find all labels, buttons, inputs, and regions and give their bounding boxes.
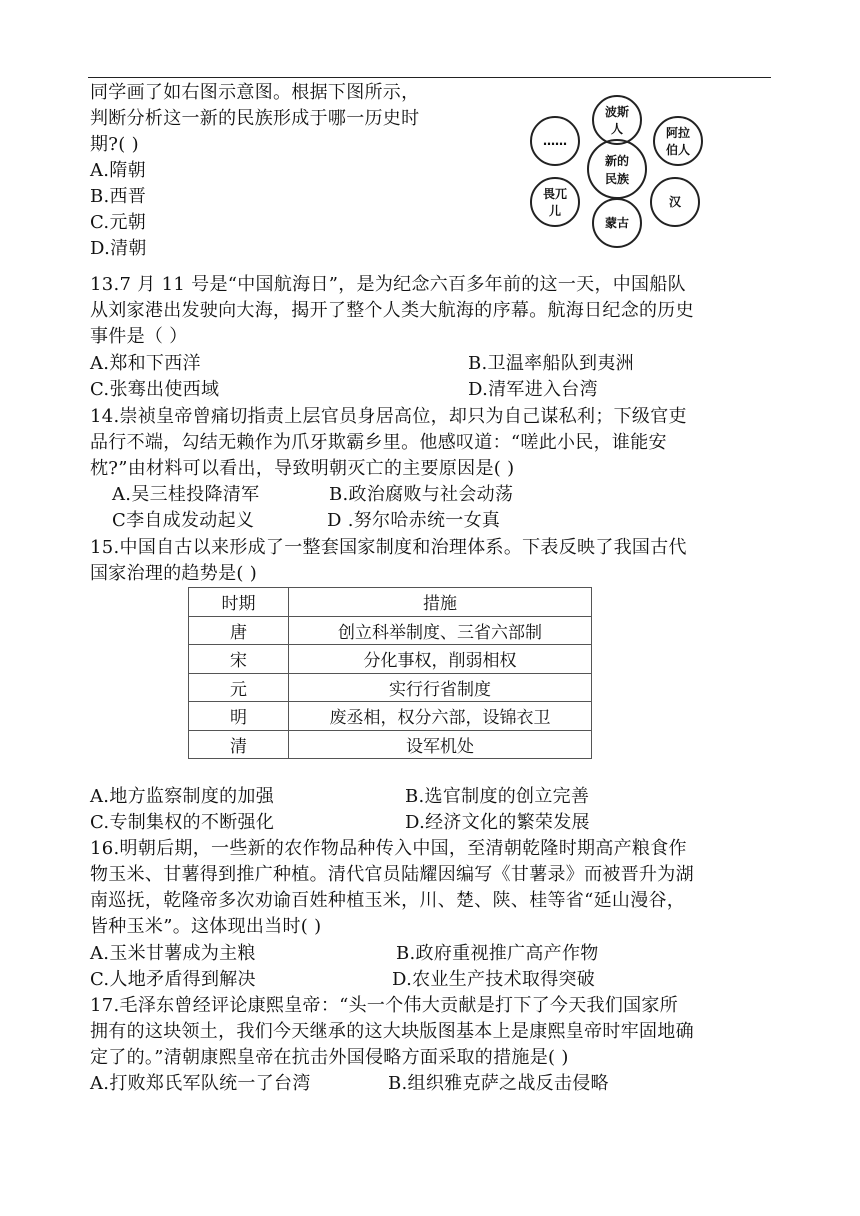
- q13-option-a: A.郑和下西洋: [90, 353, 201, 374]
- table-row: [189, 702, 592, 731]
- q17-option-b: B.组织雅克萨之战反击侵略: [388, 1073, 609, 1094]
- q17-option-a: A.打败郑氏军队统一了台湾: [90, 1073, 311, 1094]
- diagram-node-1-label-1: 波斯: [604, 105, 630, 119]
- table-cell-measure: 设军机处: [289, 730, 592, 759]
- q16-line1: 16.明朝后期，一些新的农作物品种传入中国，至清朝乾隆时期高产粮食作: [90, 838, 687, 859]
- q13-line1: 13.7 月 11 号是“中国航海日”，是为纪念六百多年前的这一天，中国船队: [90, 274, 686, 295]
- q12-option-d: D.清朝: [90, 238, 147, 259]
- q14-option-d: D .努尔哈赤统一女真: [327, 510, 501, 531]
- q16-option-b: B.政府重视推广高产作物: [396, 943, 599, 964]
- q15-option-b: B.选官制度的创立完善: [405, 786, 590, 807]
- diagram-center-circle: [588, 140, 646, 198]
- table-header-period: 时期: [189, 588, 289, 617]
- governance-table: [188, 587, 592, 759]
- table-cell-period: 宋: [189, 645, 289, 674]
- table-cell-measure: 创立科举制度、三省六部制: [289, 616, 592, 645]
- q14-option-c: C李自成发动起义: [112, 510, 255, 531]
- q15-line1: 15.中国自古以来形成了一整套国家制度和治理体系。下表反映了我国古代: [90, 537, 687, 558]
- q12-option-c: C.元朝: [90, 212, 147, 233]
- q15-line2: 国家治理的趋势是( ): [90, 563, 258, 584]
- diagram-center-label-2: 民族: [604, 172, 630, 186]
- table-cell-period: 明: [189, 702, 289, 731]
- q12-line2: 判断分析这一新的民族形成于哪一历史时: [90, 108, 420, 129]
- q14-option-a: A.吴三桂投降清军: [112, 484, 260, 505]
- table-cell-period: 清: [189, 730, 289, 759]
- table-row: [189, 730, 592, 759]
- q14-line3: 枕?”由材料可以看出，导致明朝灭亡的主要原因是( ): [90, 458, 515, 479]
- q16-option-a: A.玉米甘薯成为主粮: [90, 943, 256, 964]
- q17-line1: 17.毛泽东曾经评论康熙皇帝：“头一个伟大贡献是打下了今天我们国家所: [90, 995, 679, 1016]
- diagram-node-1-label-2: 人: [610, 122, 624, 136]
- diagram-node-circle-1: [593, 96, 641, 144]
- q12-line3: 期?( ): [90, 134, 139, 155]
- q12-option-b: B.西晋: [90, 186, 147, 207]
- ethnic-fusion-diagram: [518, 92, 718, 252]
- q15-option-a: A.地方监察制度的加强: [90, 786, 275, 807]
- diagram-node-3-label-1: 汉: [668, 195, 682, 209]
- q16-line3: 南巡抚，乾隆帝多次劝谕百姓种植玉米，川、楚、陕、桂等省“延山漫谷，: [90, 890, 686, 911]
- q12-option-a: A.隋朝: [90, 160, 146, 181]
- q16-line2: 物玉米、甘薯得到推广种植。清代官员陆耀因编写《甘薯录》而被晋升为湖: [90, 864, 694, 885]
- diagram-node-6-label-1: ……: [543, 134, 567, 148]
- q12-line1: 同学画了如右图示意图。根据下图所示，: [90, 82, 420, 103]
- table-row: [189, 673, 592, 702]
- q13-option-b: B.卫温率船队到夷洲: [468, 353, 634, 374]
- q15-option-d: D.经济文化的繁荣发展: [405, 812, 590, 833]
- diagram-node-circle-5: [531, 178, 579, 226]
- table-cell-measure: 分化事权，削弱相权: [289, 645, 592, 674]
- diagram-node-5-label-1: 畏兀: [542, 187, 568, 201]
- q15-option-c: C.专制集权的不断强化: [90, 812, 275, 833]
- q13-option-d: D.清军进入台湾: [468, 379, 598, 400]
- diagram-node-5-label-2: 儿: [548, 204, 562, 218]
- diagram-node-4-label-1: 蒙古: [604, 216, 630, 230]
- diagram-node-circle-2: [654, 117, 702, 165]
- q13-line3: 事件是（ ）: [90, 326, 188, 347]
- table-row: [189, 645, 592, 674]
- table-header-measure: 措施: [289, 588, 592, 617]
- q14-option-b: B.政治腐败与社会动荡: [329, 484, 514, 505]
- table-cell-measure: 废丞相，权分六部，设锦衣卫: [289, 702, 592, 731]
- diagram-node-2-label-2: 伯人: [665, 143, 691, 157]
- table-cell-measure: 实行行省制度: [289, 673, 592, 702]
- table-cell-period: 唐: [189, 616, 289, 645]
- header-rule: [88, 77, 771, 78]
- q14-line2: 品行不端，勾结无赖作为爪牙欺霸乡里。他感叹道：“嗟此小民，谁能安: [90, 432, 667, 453]
- q17-line2: 拥有的这块领土，我们今天继承的这大块版图基本上是康熙皇帝时牢固地确: [90, 1021, 694, 1042]
- table-row: [189, 616, 592, 645]
- q14-line1: 14.崇祯皇帝曾痛切指责上层官员身居高位，却只为自己谋私利；下级官吏: [90, 406, 687, 427]
- q17-line3: 定了的。”清朝康熙皇帝在抗击外国侵略方面采取的措施是( ): [90, 1047, 569, 1068]
- diagram-node-2-label-1: 阿拉: [665, 126, 691, 140]
- q16-line4: 皆种玉米”。这体现出当时( ): [90, 916, 322, 937]
- table-cell-period: 元: [189, 673, 289, 702]
- q16-option-c: C.人地矛盾得到解决: [90, 969, 256, 990]
- table-header-row: [189, 588, 592, 617]
- diagram-center-label-1: 新的: [604, 154, 630, 168]
- q13-line2: 从刘家港出发驶向大海，揭开了整个人类大航海的序幕。航海日纪念的历史: [90, 300, 694, 321]
- q16-option-d: D.农业生产技术取得突破: [392, 969, 596, 990]
- q13-option-c: C.张骞出使西域: [90, 379, 220, 400]
